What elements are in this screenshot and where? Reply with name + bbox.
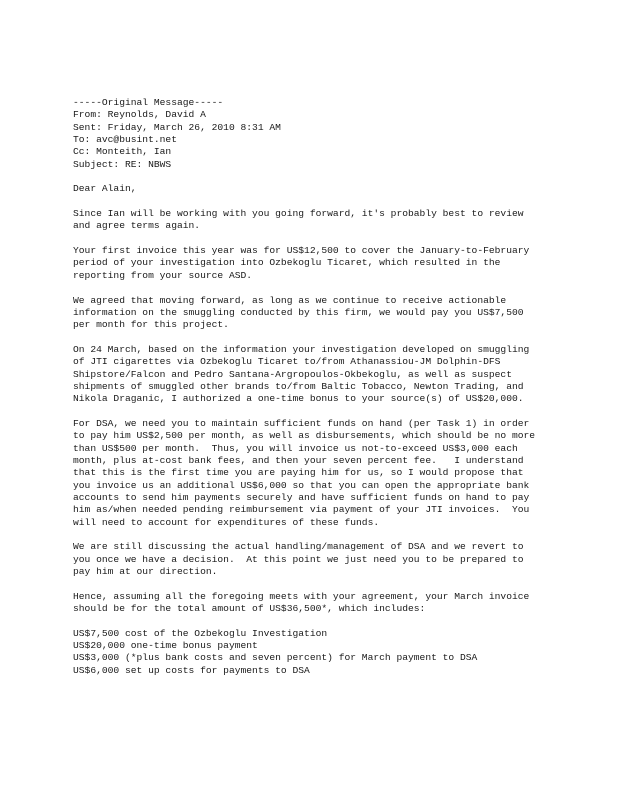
- paragraph-line: We are still discussing the actual handling/management of DSA and we revert to: [73, 541, 524, 553]
- paragraph-march-invoice: [73, 591, 613, 616]
- paragraph-line: and agree terms again.: [73, 220, 201, 232]
- paragraph-first-invoice: [73, 245, 613, 282]
- paragraph-line: you once we have a decision. At this point we just need you to be prepared to: [73, 553, 524, 565]
- paragraph-line: For DSA, we need you to maintain sufficient funds on hand (per Task 1) in order: [73, 417, 530, 429]
- email-header: [73, 97, 613, 171]
- spacer: [73, 233, 613, 245]
- spacer: [73, 332, 613, 344]
- greeting: Dear Alain,: [73, 183, 137, 195]
- paragraph-line: shipments of smuggled other brands to/from Baltic Tobacco, Newton Trading, and: [73, 380, 524, 392]
- paragraph-line: Your first invoice this year was for US$12,500 to cover the January-to-February: [73, 245, 530, 257]
- paragraph-line: We agreed that moving forward, as long as we continue to receive actionable: [73, 294, 507, 306]
- email-subject: Subject: RE: NBWS: [73, 158, 172, 170]
- paragraph-line: month, plus at-cost bank fees, and then your seven percent fee. I understand: [73, 454, 524, 466]
- paragraph-review-terms: [73, 208, 613, 233]
- invoice-items-list: [73, 628, 613, 677]
- email-from: From: Reynolds, David A: [73, 109, 206, 121]
- email-document: [73, 97, 613, 677]
- paragraph-line: pay him at our direction.: [73, 566, 218, 578]
- invoice-item: US$6,000 set up costs for payments to DSA: [73, 664, 310, 676]
- invoice-item: US$3,000 (*plus bank costs and seven percent) for March payment to DSA: [73, 652, 478, 664]
- paragraph-line: reporting from your source ASD.: [73, 269, 253, 281]
- spacer: [73, 406, 613, 418]
- paragraph-line: information on the smuggling conducted by this firm, we would pay you US$7,500: [73, 306, 524, 318]
- paragraph-line: per month for this project.: [73, 319, 229, 331]
- paragraph-line: period of your investigation into Ozbekoglu Ticaret, which resulted in the: [73, 257, 501, 269]
- paragraph-line: to pay him US$2,500 per month, as well as disbursements, which should be no more: [73, 430, 536, 442]
- spacer: [73, 578, 613, 590]
- invoice-item: US$20,000 one-time bonus payment: [73, 640, 258, 652]
- paragraph-line: that this is the first time you are paying him for us, so I would propose that: [73, 467, 524, 479]
- paragraph-line: On 24 March, based on the information your investigation developed on smuggling: [73, 343, 530, 355]
- paragraph-line: should be for the total amount of US$36,500*, which includes:: [73, 603, 426, 615]
- spacer: [73, 282, 613, 294]
- paragraph-line: you invoice us an additional US$6,000 so that you can open the appropriate bank: [73, 479, 530, 491]
- paragraph-line: than US$500 per month. Thus, you will invoice us not-to-exceed US$3,000 each: [73, 442, 518, 454]
- paragraph-line: Since Ian will be working with you going forward, it's probably best to review: [73, 208, 524, 220]
- email-cc: Cc: Monteith, Ian: [73, 146, 172, 158]
- paragraph-monthly-payment: [73, 295, 613, 332]
- paragraph-line: will need to account for expenditures of these funds.: [73, 516, 380, 528]
- paragraph-line: Hence, assuming all the foregoing meets with your agreement, your March invoice: [73, 590, 530, 602]
- paragraph-line: accounts to send him payments securely and have sufficient funds on hand to pay: [73, 492, 530, 503]
- email-to: To: avc@busint.net: [73, 134, 177, 146]
- spacer: [73, 196, 613, 208]
- paragraph-line: Shipstore/Falcon and Pedro Santana-Argropoulos-Okbekoglu, as well as suspect: [73, 368, 512, 380]
- paragraph-line: him as/when needed pending reimbursement via payment of your JTI invoices. You: [73, 504, 530, 516]
- email-sent: Sent: Friday, March 26, 2010 8:31 AM: [73, 121, 281, 133]
- spacer: [73, 171, 613, 183]
- spacer: [73, 615, 613, 627]
- paragraph-bonus: [73, 344, 613, 406]
- paragraph-dsa-funds: [73, 418, 613, 529]
- paragraph-line: of JTI cigarettes via Ozbekoglu Ticaret to/from Athanassiou-JM Dolphin-DFS: [73, 356, 501, 368]
- original-message-separator: -----Original Message-----: [73, 97, 224, 108]
- paragraph-line: Nikola Draganic, I authorized a one-time bonus to your source(s) of US$20,000.: [73, 393, 524, 405]
- paragraph-dsa-handling: [73, 541, 613, 578]
- spacer: [73, 529, 613, 541]
- invoice-item: US$7,500 cost of the Ozbekoglu Investigation: [73, 627, 328, 639]
